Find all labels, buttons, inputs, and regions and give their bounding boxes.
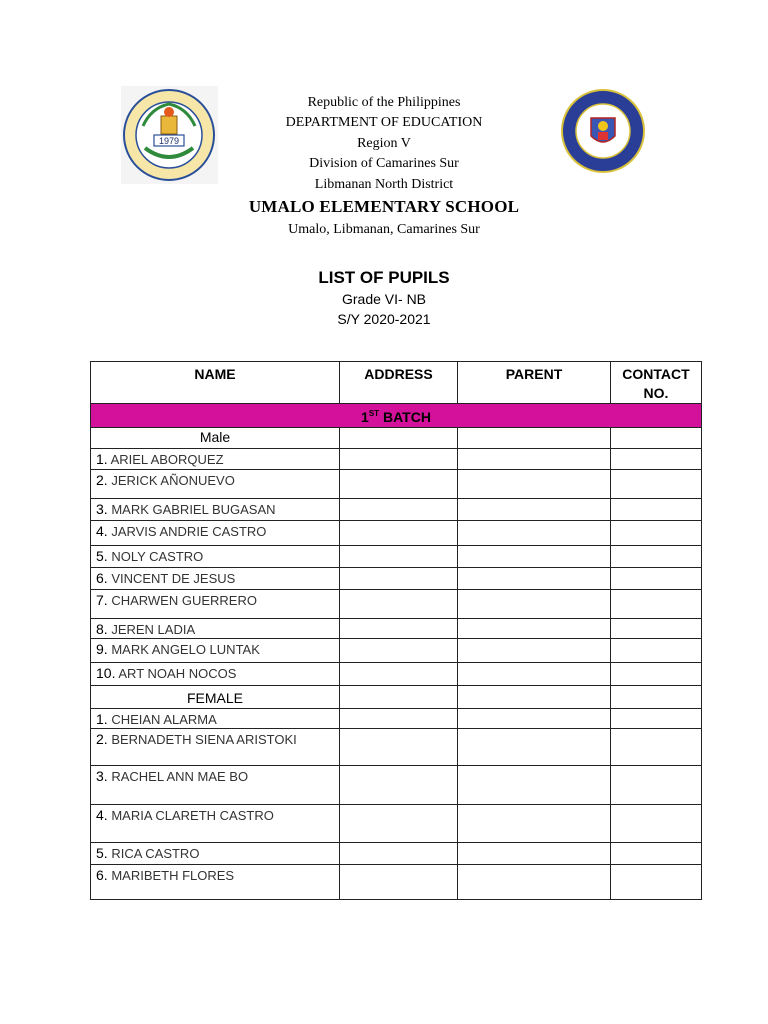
address-cell xyxy=(340,639,458,663)
pupil-number: 2. xyxy=(96,472,108,488)
pupil-number: 1. xyxy=(96,711,108,727)
parent-cell xyxy=(458,590,611,619)
header-republic: Republic of the Philippines xyxy=(307,95,461,110)
school-address: Umalo, Libmanan, Camarines Sur xyxy=(288,222,480,237)
pupil-name-cell xyxy=(91,663,340,686)
address-cell xyxy=(340,568,458,590)
address-cell xyxy=(340,619,458,639)
pupil-name-cell xyxy=(91,521,340,546)
pupil-number: 10. xyxy=(96,665,116,681)
pupil-name-cell xyxy=(91,619,340,639)
col-header-name: NAME xyxy=(91,362,340,404)
page-title: LIST OF PUPILS xyxy=(318,268,450,287)
pupil-name: JEREN LADIA xyxy=(111,622,196,637)
contact-cell xyxy=(611,590,702,619)
contact-cell xyxy=(611,546,702,568)
contact-cell xyxy=(611,619,702,639)
pupil-name-cell xyxy=(91,568,340,590)
address-cell xyxy=(340,766,458,805)
col-header-address: ADDRESS xyxy=(340,362,458,404)
pupil-number: 6. xyxy=(96,570,108,586)
address-cell xyxy=(340,470,458,499)
pupil-name-cell xyxy=(91,805,340,843)
table-row xyxy=(91,709,702,729)
pupil-name-cell xyxy=(91,449,340,470)
address-cell xyxy=(340,709,458,729)
pupil-name-cell xyxy=(91,843,340,865)
pupil-name-cell xyxy=(91,709,340,729)
parent-cell xyxy=(458,499,611,521)
table-row xyxy=(91,865,702,900)
pupil-name-cell xyxy=(91,546,340,568)
address-cell xyxy=(340,449,458,470)
pupil-number: 3. xyxy=(96,501,108,517)
table-row xyxy=(91,499,702,521)
contact-cell xyxy=(611,865,702,900)
col-header-parent: PARENT xyxy=(458,362,611,404)
address-cell xyxy=(340,865,458,900)
male-list xyxy=(91,449,702,686)
pupil-name: VINCENT DE JESUS xyxy=(111,571,236,586)
contact-cell xyxy=(611,521,702,546)
table-row xyxy=(91,663,702,686)
contact-cell xyxy=(611,729,702,766)
group-label-male: Male xyxy=(91,428,340,449)
pupil-number: 6. xyxy=(96,867,108,883)
pupil-number: 5. xyxy=(96,548,108,564)
pupil-name: MARIA CLARETH CASTRO xyxy=(111,808,274,823)
female-list xyxy=(91,709,702,900)
pupil-number: 4. xyxy=(96,523,108,539)
address-cell xyxy=(340,663,458,686)
table-row xyxy=(91,843,702,865)
table-row xyxy=(91,546,702,568)
pupil-name: BERNADETH SIENA ARISTOKI xyxy=(111,732,297,747)
header-region: Region V xyxy=(357,136,411,151)
pupil-name-cell xyxy=(91,499,340,521)
pupil-number: 4. xyxy=(96,807,108,823)
parent-cell xyxy=(458,619,611,639)
parent-cell xyxy=(458,843,611,865)
contact-cell xyxy=(611,709,702,729)
col-header-contact xyxy=(611,362,702,404)
parent-cell xyxy=(458,521,611,546)
batch-label: 1ST BATCH xyxy=(91,404,702,428)
table-row xyxy=(91,766,702,805)
table-row xyxy=(91,470,702,499)
parent-cell xyxy=(458,709,611,729)
parent-cell xyxy=(458,729,611,766)
pupil-name: CHEIAN ALARMA xyxy=(111,712,217,727)
table-row xyxy=(91,568,702,590)
table-row xyxy=(91,590,702,619)
pupil-number: 1. xyxy=(96,451,108,467)
col-header-contact-line1: CONTACT xyxy=(622,366,690,382)
address-cell xyxy=(340,729,458,766)
pupil-name: ART NOAH NOCOS xyxy=(118,666,237,681)
header-department: DEPARTMENT OF EDUCATION xyxy=(285,115,483,130)
batch-row xyxy=(91,404,702,428)
table-row xyxy=(91,729,702,766)
contact-cell xyxy=(611,470,702,499)
header-division: Division of Camarines Sur xyxy=(309,156,459,171)
parent-cell xyxy=(458,546,611,568)
contact-cell xyxy=(611,449,702,470)
pupil-name: NOLY CASTRO xyxy=(111,549,204,564)
group-label-female: FEMALE xyxy=(91,686,340,709)
parent-cell xyxy=(458,470,611,499)
pupil-name: MARK ANGELO LUNTAK xyxy=(111,642,260,657)
pupil-name: MARIBETH FLORES xyxy=(111,868,235,883)
address-cell xyxy=(340,805,458,843)
address-cell xyxy=(340,521,458,546)
pupil-table xyxy=(90,361,702,900)
school-year: S/Y 2020-2021 xyxy=(337,311,431,327)
contact-cell xyxy=(611,663,702,686)
parent-cell xyxy=(458,663,611,686)
group-row-female xyxy=(91,686,702,709)
svg-text:1979: 1979 xyxy=(158,136,180,146)
pupil-name-cell xyxy=(91,590,340,619)
contact-cell xyxy=(611,568,702,590)
pupil-name-cell xyxy=(91,639,340,663)
pupil-name-cell xyxy=(91,865,340,900)
pupil-name: ARIEL ABORQUEZ xyxy=(110,452,224,467)
contact-cell xyxy=(611,843,702,865)
parent-cell xyxy=(458,449,611,470)
table-row xyxy=(91,619,702,639)
address-cell xyxy=(340,843,458,865)
parent-cell xyxy=(458,805,611,843)
pupil-name-cell xyxy=(91,729,340,766)
pupil-name-cell xyxy=(91,766,340,805)
parent-cell xyxy=(458,639,611,663)
header-district: Libmanan North District xyxy=(314,177,454,192)
parent-cell xyxy=(458,568,611,590)
pupil-name: JERICK AÑONUEVO xyxy=(111,473,235,488)
table-row xyxy=(91,639,702,663)
col-header-contact-line2: NO. xyxy=(643,385,669,401)
grade-section: Grade VI- NB xyxy=(341,291,427,307)
pupil-number: 3. xyxy=(96,768,108,784)
parent-cell xyxy=(458,865,611,900)
table-row xyxy=(91,521,702,546)
pupil-number: 5. xyxy=(96,845,108,861)
contact-cell xyxy=(611,805,702,843)
pupil-number: 9. xyxy=(96,641,108,657)
contact-cell xyxy=(611,499,702,521)
table-row xyxy=(91,449,702,470)
address-cell xyxy=(340,499,458,521)
school-name: UMALO ELEMENTARY SCHOOL xyxy=(248,197,520,216)
pupil-number: 8. xyxy=(96,621,108,637)
table-row xyxy=(91,805,702,843)
group-row-male xyxy=(91,428,702,449)
pupil-name: MARK GABRIEL BUGASAN xyxy=(111,502,276,517)
pupil-number: 2. xyxy=(96,731,108,747)
address-cell xyxy=(340,546,458,568)
pupil-name: RICA CASTRO xyxy=(111,846,200,861)
contact-cell xyxy=(611,766,702,805)
pupil-name: JARVIS ANDRIE CASTRO xyxy=(111,524,267,539)
table-header-row xyxy=(91,362,702,404)
address-cell xyxy=(340,590,458,619)
pupil-name-cell xyxy=(91,470,340,499)
contact-cell xyxy=(611,639,702,663)
pupil-name: RACHEL ANN MAE BO xyxy=(111,769,249,784)
pupil-name: CHARWEN GUERRERO xyxy=(111,593,257,608)
pupil-number: 7. xyxy=(96,592,108,608)
parent-cell xyxy=(458,766,611,805)
